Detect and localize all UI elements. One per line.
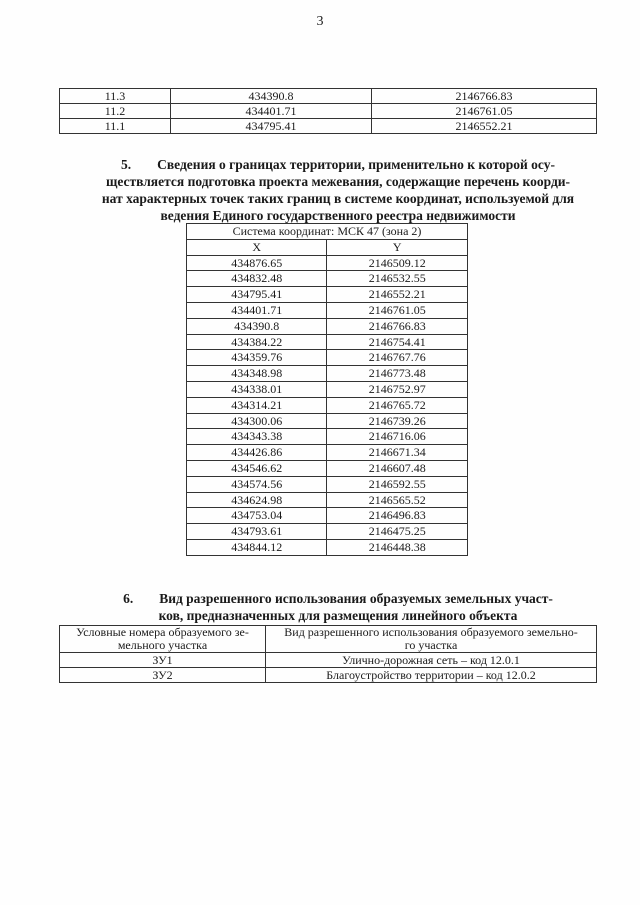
coordinate-row — [187, 302, 468, 318]
coordinate-row-cell: 434390.8 — [187, 318, 327, 334]
coordinate-row — [187, 476, 468, 492]
coordinate-row — [187, 429, 468, 445]
coordinate-row — [187, 524, 468, 540]
coordinate-row-cell: 2146532.55 — [327, 271, 468, 287]
land-use-row-cell: ЗУ1 — [60, 653, 266, 668]
section-6-line-1: Вид разрешенного использования образуемых земельных участ- — [159, 591, 553, 606]
section-6-number: 6. — [123, 591, 134, 606]
coordinate-table-caption-row — [187, 224, 468, 240]
coordinate-row — [187, 397, 468, 413]
top-table-row-cell: 11.1 — [60, 119, 171, 134]
land-use-row-cell: ЗУ2 — [60, 668, 266, 683]
coordinate-row-cell: 434338.01 — [187, 381, 327, 397]
coordinate-row-cell: 2146716.06 — [327, 429, 468, 445]
top-table-row-cell: 434401.71 — [171, 104, 372, 119]
coordinate-row-cell: 2146509.12 — [327, 255, 468, 271]
coordinate-row — [187, 381, 468, 397]
header-1-line-1: Условные номера образуемого зе- — [76, 625, 249, 639]
coordinate-row-cell: 2146496.83 — [327, 508, 468, 524]
coordinate-row — [187, 350, 468, 366]
coordinate-row-cell: 2146607.48 — [327, 460, 468, 476]
land-use-row — [60, 653, 597, 668]
coordinate-row-cell: 434314.21 — [187, 397, 327, 413]
land-use-row-cell: Благоустройство территории – код 12.0.2 — [266, 668, 597, 683]
coordinate-row — [187, 366, 468, 382]
coordinate-row-cell: 2146671.34 — [327, 445, 468, 461]
header-2-line-2: го участка — [404, 638, 458, 652]
coordinate-row — [187, 271, 468, 287]
top-table-row-cell: 434390.8 — [171, 89, 372, 104]
coordinate-row-cell: 434793.61 — [187, 524, 327, 540]
coordinate-row-cell: 2146739.26 — [327, 413, 468, 429]
coordinate-row — [187, 287, 468, 303]
coordinate-row-cell: 434300.06 — [187, 413, 327, 429]
coordinate-row-cell: 2146773.48 — [327, 366, 468, 382]
coordinate-row — [187, 334, 468, 350]
coordinate-row-cell: 434343.38 — [187, 429, 327, 445]
coordinate-row-cell: 434844.12 — [187, 539, 327, 555]
coordinate-row — [187, 508, 468, 524]
coordinate-row — [187, 413, 468, 429]
coordinate-row-cell: 434546.62 — [187, 460, 327, 476]
coordinate-row-cell: 2146766.83 — [327, 318, 468, 334]
land-use-table — [59, 625, 597, 683]
section-5-heading — [78, 156, 598, 224]
coordinate-row-cell: 2146448.38 — [327, 539, 468, 555]
coordinate-system-caption: Система координат: МСК 47 (зона 2) — [187, 224, 468, 240]
land-use-header-1 — [60, 626, 266, 653]
header-2-line-1: Вид разрешенного использования образуемого земельно- — [284, 625, 578, 639]
coordinate-row-cell: 434876.65 — [187, 255, 327, 271]
coordinate-row-cell: 434384.22 — [187, 334, 327, 350]
coordinate-row-cell: 434624.98 — [187, 492, 327, 508]
coordinate-row-cell: 434359.76 — [187, 350, 327, 366]
coordinate-row-cell: 2146761.05 — [327, 302, 468, 318]
coordinate-row — [187, 460, 468, 476]
coordinate-row-cell: 434795.41 — [187, 287, 327, 303]
coordinate-row — [187, 492, 468, 508]
page-number: 3 — [316, 14, 324, 29]
coordinate-row-cell: 434574.56 — [187, 476, 327, 492]
land-use-row — [60, 668, 597, 683]
top-table-row-cell: 11.2 — [60, 104, 171, 119]
top-table-row-cell: 2146761.05 — [372, 104, 597, 119]
coordinate-row-cell: 2146565.52 — [327, 492, 468, 508]
section-5-line-3: нат характерных точек таких границ в системе координат, используемой для — [101, 191, 575, 206]
top-table-row — [60, 89, 597, 104]
coordinate-row-cell: 434832.48 — [187, 271, 327, 287]
coordinate-row — [187, 318, 468, 334]
coordinate-row-cell: 2146592.55 — [327, 476, 468, 492]
top-table-row-cell: 2146766.83 — [372, 89, 597, 104]
coordinate-row-cell: 2146765.72 — [327, 397, 468, 413]
top-table-row-cell: 2146552.21 — [372, 119, 597, 134]
section-6-line-2: ков, предназначенных для размещения линейного объекта — [158, 608, 518, 623]
coordinate-row-cell: 2146754.41 — [327, 334, 468, 350]
section-5-line-1: Сведения о границах территории, применительно к которой осу- — [157, 157, 555, 172]
coordinate-row-cell: 2146475.25 — [327, 524, 468, 540]
coordinate-row — [187, 445, 468, 461]
top-table-row — [60, 119, 597, 134]
section-6-heading — [78, 590, 598, 624]
section-5-line-2: ществляется подготовка проекта межевания, содержащие перечень коорди- — [105, 174, 571, 189]
land-use-row-cell: Улично-дорожная сеть – код 12.0.1 — [266, 653, 597, 668]
coordinate-table — [186, 223, 468, 556]
section-5-line-4: ведения Единого государственного реестра недвижимости — [160, 208, 516, 223]
coordinate-table-header-row — [187, 239, 468, 255]
header-x: X — [187, 239, 327, 255]
top-table-row — [60, 104, 597, 119]
land-use-header-2 — [266, 626, 597, 653]
coordinate-row — [187, 539, 468, 555]
coordinate-row-cell: 434753.04 — [187, 508, 327, 524]
section-5-number: 5. — [121, 157, 132, 172]
header-1-line-2: мельного участка — [117, 638, 208, 652]
coordinate-row-cell: 2146767.76 — [327, 350, 468, 366]
top-table-row-cell: 434795.41 — [171, 119, 372, 134]
coordinate-row-cell: 434401.71 — [187, 302, 327, 318]
land-use-header-row — [60, 626, 597, 653]
coordinate-row-cell: 434426.86 — [187, 445, 327, 461]
coordinate-row — [187, 255, 468, 271]
top-table-row-cell: 11.3 — [60, 89, 171, 104]
coordinate-row-cell: 2146752.97 — [327, 381, 468, 397]
coordinate-row-cell: 434348.98 — [187, 366, 327, 382]
top-coordinate-table — [59, 88, 597, 134]
header-y: Y — [327, 239, 468, 255]
coordinate-row-cell: 2146552.21 — [327, 287, 468, 303]
